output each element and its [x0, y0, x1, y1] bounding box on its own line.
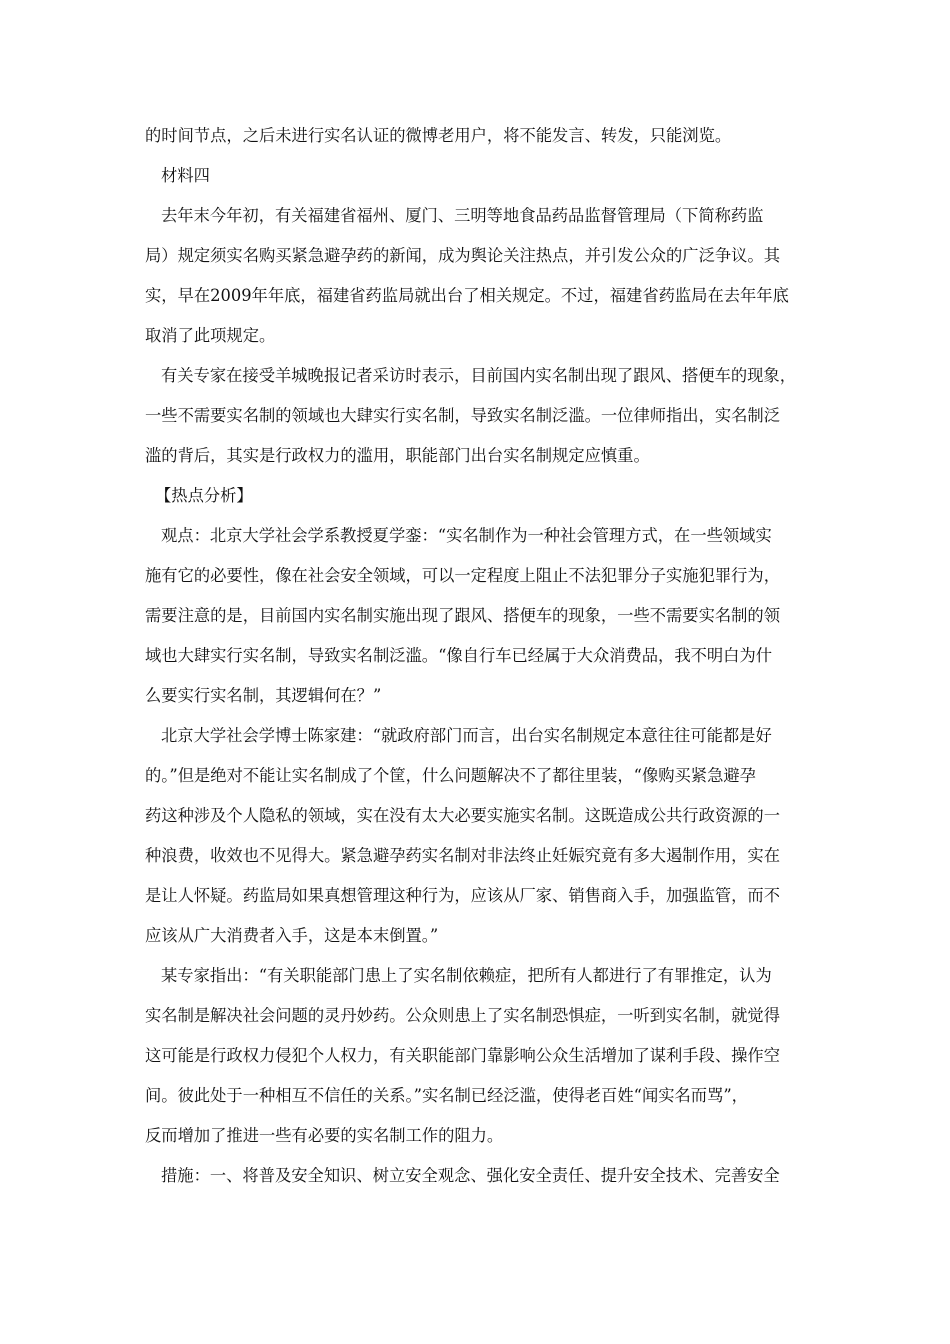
section-heading-hot-analysis: 【热点分析】 — [155, 486, 253, 505]
section-heading-material-4: 材料四 — [161, 166, 210, 185]
text-line: 一些不需要实名制的领域也大肆实行实名制，导致实名制泛滥。一位律师指出，实名制泛 — [145, 406, 780, 425]
text-line: 域也大肆实行实名制，导致实名制泛滥。“像自行车已经属于大众消费品，我不明白为什 — [145, 646, 773, 665]
text-line: 反而增加了推进一些有必要的实名制工作的阻力。 — [145, 1126, 504, 1145]
text-line: 需要注意的是，目前国内实名制实施出现了跟风、搭便车的现象，一些不需要实名制的领 — [145, 606, 780, 625]
text-line: 应该从广大消费者入手，这是本末倒置。” — [145, 926, 439, 945]
text-line: 局）规定须实名购买紧急避孕药的新闻，成为舆论关注热点，并引发公众的广泛争议。其 — [145, 246, 780, 265]
text-line: 实名制是解决社会问题的灵丹妙药。公众则患上了实名制恐惧症，一听到实名制，就觉得 — [145, 1006, 780, 1025]
text-line: 的。”但是绝对不能让实名制成了个筐，什么问题解决不了都往里装，“像购买紧急避孕 — [145, 766, 756, 785]
text-line: 间。彼此处于一种相互不信任的关系。”实名制已经泛滥，使得老百姓“闻实名而骂”， — [145, 1086, 748, 1105]
text-line: 是让人怀疑。药监局如果真想管理这种行为，应该从厂家、销售商入手，加强监管，而不 — [145, 886, 780, 905]
text-line: 观点：北京大学社会学系教授夏学銮：“实名制作为一种社会管理方式，在一些领域实 — [161, 526, 772, 545]
text-line: 种浪费，收效也不见得大。紧急避孕药实名制对非法终止妊娠究竟有多大遏制作用，实在 — [145, 846, 780, 865]
text-line: 取消了此项规定。 — [145, 326, 276, 345]
text-line: 施有它的必要性，像在社会安全领域，可以一定程度上阻止不法犯罪分子实施犯罪行为， — [145, 566, 780, 585]
text-line: 滥的背后，其实是行政权力的滥用，职能部门出台实名制规定应慎重。 — [145, 446, 650, 465]
text-line: 去年末今年初，有关福建省福州、厦门、三明等地食品药品监督管理局（下简称药监 — [161, 206, 764, 225]
text-line: 有关专家在接受羊城晚报记者采访时表示，目前国内实名制出现了跟风、搭便车的现象， — [161, 366, 796, 385]
text-line: 北京大学社会学博士陈家建：“就政府部门而言，出台实名制规定本意往往可能都是好 — [161, 726, 772, 745]
text-line: 么要实行实名制，其逻辑何在？” — [145, 686, 382, 705]
text-line: 这可能是行政权力侵犯个人权力，有关职能部门靠影响公众生活增加了谋利手段、操作空 — [145, 1046, 780, 1065]
text-line: 药这种涉及个人隐私的领域，实在没有太大必要实施实名制。这既造成公共行政资源的一 — [145, 806, 780, 825]
text-line: 某专家指出：“有关职能部门患上了实名制依赖症，把所有人都进行了有罪推定，认为 — [161, 966, 772, 985]
text-line: 的时间节点，之后未进行实名认证的微博老用户，将不能发言、转发，只能浏览。 — [145, 126, 732, 145]
text-line: 措施：一、将普及安全知识、树立安全观念、强化安全责任、提升安全技术、完善安全 — [161, 1166, 780, 1185]
text-line: 实，早在2009年年底，福建省药监局就出台了相关规定。不过，福建省药监局在去年年底 — [145, 286, 789, 305]
